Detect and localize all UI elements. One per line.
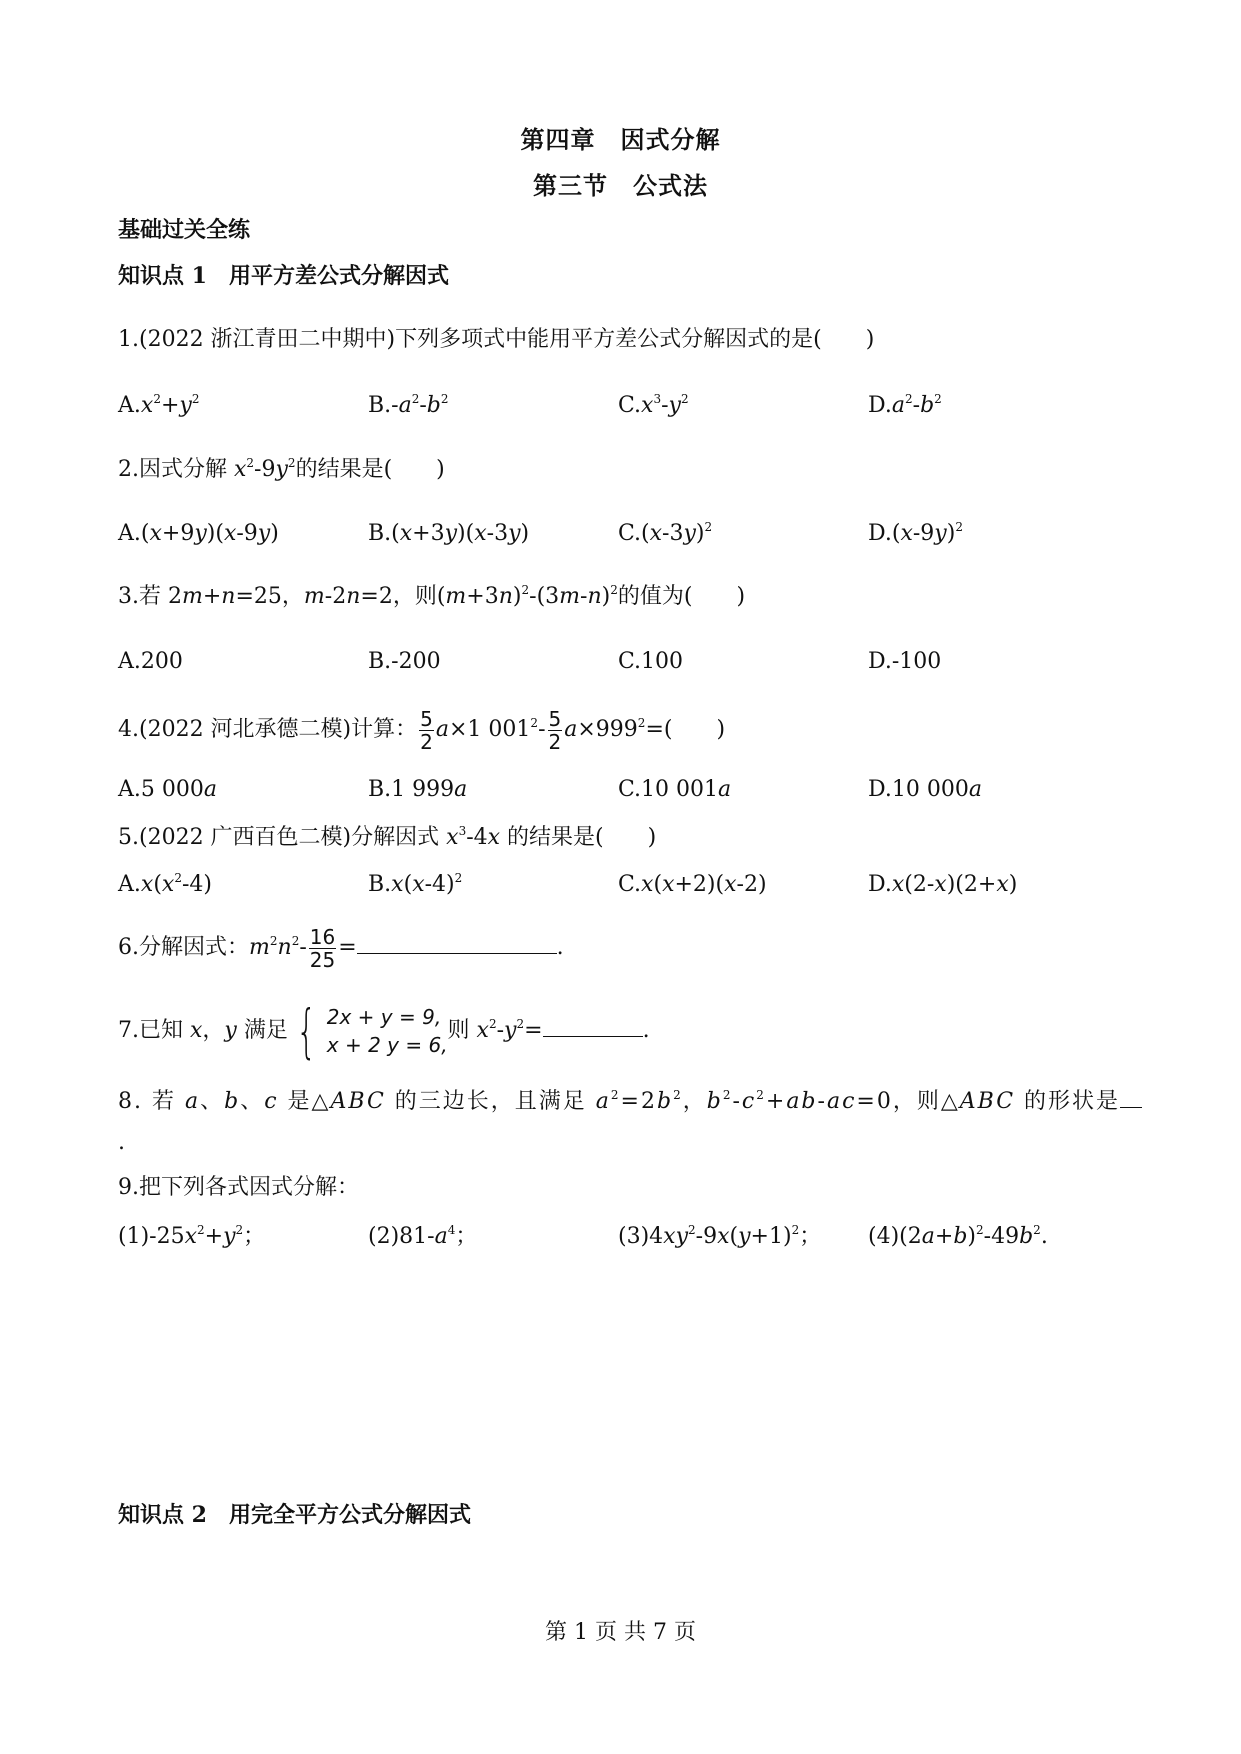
question-9-part-1: $(1)-25x^2+y^2$； xyxy=(118,1223,266,1249)
question-4-option-c: C.10 001a xyxy=(618,777,732,802)
question-9-part-4: $(4)(2a+b)^2-49b^2$. xyxy=(868,1223,1048,1249)
question-4-option-d: D.10 000a xyxy=(868,777,982,802)
question-5-option-a: $A.x(x^2-4)$ xyxy=(118,871,212,897)
question-8-period: . xyxy=(118,1130,125,1155)
question-3-option-b: B.-200 xyxy=(368,649,441,674)
answer-blank-6[interactable] xyxy=(357,931,557,954)
question-1-stem: 1.(2022 浙江青田二中期中)下列多项式中能用平方差公式分解因式的是( ) xyxy=(118,327,875,352)
answer-blank-8[interactable] xyxy=(1120,1085,1142,1108)
question-6-stem: 6.分解因式：$m^2n^2-$ $\frac{16}{25}$ = . xyxy=(118,924,564,972)
question-2-option-b: B.(x+3y)(x-3y) xyxy=(368,521,530,546)
question-8-stem: 8. 若 a、b、c 是△ABC 的三边长，且满足 $a^2=2b^2$，$b^2-c^2+ab-ac=0$，则△ABC 的形状是 xyxy=(118,1085,1142,1117)
fraction-5-2-second: $\frac{5}{2}$ xyxy=(548,706,562,754)
question-2-option-a: A.(x+9y)(x-9y) xyxy=(118,521,279,546)
question-1-option-c: $C.x^3-y^2$ xyxy=(618,392,689,418)
question-3-stem: 3.若 2m+n=25，m-2n=2，则$(m+3n)^2-(3m-n)^2$的值为( ) xyxy=(118,583,746,609)
question-3-option-a: A.200 xyxy=(118,649,183,674)
question-9-stem: 9.把下列各式因式分解： xyxy=(118,1175,359,1200)
question-5-option-d: D.x(2-x)(2+x) xyxy=(868,872,1018,897)
answer-blank-7[interactable] xyxy=(543,1014,643,1037)
question-2-option-d: $D.(x-9y)^2$ xyxy=(868,520,963,546)
knowledge-point-1-title: 知识点 1 用平方差公式分解因式 xyxy=(118,263,449,289)
question-9-part-2: $(2)81-a^4$； xyxy=(368,1223,478,1249)
question-3-option-d: D.-100 xyxy=(868,649,942,674)
fraction-5-2: $\frac{5}{2}$ xyxy=(420,706,433,754)
section-title: 第三节 公式法 xyxy=(533,171,708,200)
question-1-option-d: $D.a^2-b^2$ xyxy=(868,392,942,418)
question-2-stem: 2.因式分解 $x^2-9y^2$的结果是( ) xyxy=(118,456,445,482)
equation-system: { 2x + y = 9, x + 2 y = 6, xyxy=(296,997,448,1065)
question-5-stem: 5.(2022 广西百色二模)分解因式 $x^3-4x$ 的结果是( ) xyxy=(118,824,657,850)
question-4-option-a: A.5 000a xyxy=(118,777,217,802)
practice-title: 基础过关全练 xyxy=(118,217,251,243)
fraction-16-25: $\frac{16}{25}$ xyxy=(309,924,336,972)
question-4-stem: 4.(2022 河北承德二模)计算： $\frac{5}{2}$ a×1 $001^2-$ $\frac{5}{2}$ $a\times 999^2=$( ) xyxy=(118,706,726,754)
question-1-option-b: $B.-a^2-b^2$ xyxy=(368,392,449,418)
question-4-option-b: B.1 999a xyxy=(368,777,468,802)
knowledge-point-2-title: 知识点 2 用完全平方公式分解因式 xyxy=(118,1502,471,1528)
page-footer: 第 1 页 共 7 页 xyxy=(545,1620,696,1645)
left-brace-icon: { xyxy=(296,997,317,1065)
chapter-title: 第四章 因式分解 xyxy=(520,125,721,154)
question-1-option-a: $A.x^2+y^2$ xyxy=(118,392,200,418)
question-5-option-b: $B.x(x-4)^2$ xyxy=(368,871,463,897)
question-7-stem: 7.已知 x，y 满足 { 2x + y = 9, x + 2 y = 6, 则 $x^2-y^2=$ . xyxy=(118,997,650,1065)
question-2-option-c: $C.(x-3y)^2$ xyxy=(618,520,713,546)
question-3-option-c: C.100 xyxy=(618,649,684,674)
question-5-option-c: C.x(x+2)(x-2) xyxy=(618,872,767,897)
question-9-part-3: $(3)4xy^2-9x(y+1)^2$； xyxy=(618,1223,822,1249)
